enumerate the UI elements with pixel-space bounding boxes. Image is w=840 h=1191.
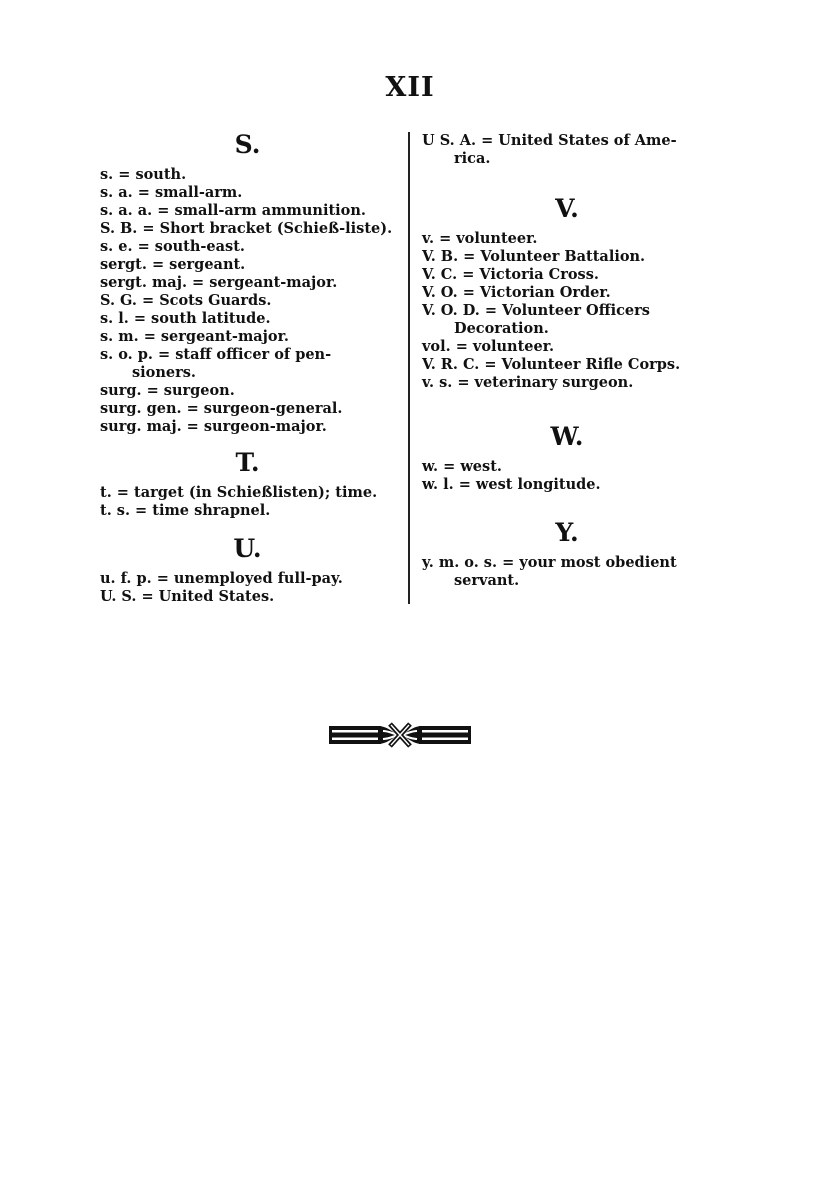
abbreviation-entry: s. m. = sergeant-major. — [100, 328, 289, 345]
decorative-knot-ornament-icon — [328, 722, 472, 748]
left-column — [100, 128, 395, 606]
abbreviation-entry: s. l. = south latitude. — [100, 310, 271, 327]
abbreviation-entry: surg. gen. = surgeon-general. — [100, 400, 343, 417]
abbreviation-entry: s. o. p. = staff officer of pen-sioners. — [100, 346, 332, 381]
abbreviation-entry: V. O. = Victorian Order. — [422, 284, 611, 301]
abbreviation-entry: surg. maj. = surgeon-major. — [100, 418, 327, 435]
abbreviation-entry: t. = target (in Schießlisten); time. — [100, 484, 378, 501]
abbreviation-entry: U S. A. = United States of Ame-rica. — [422, 132, 677, 167]
abbreviation-entry: s. a. = small-arm. — [100, 184, 243, 201]
abbreviation-entry: V. C. = Victoria Cross. — [422, 266, 599, 283]
abbreviation-entry: v. = volunteer. — [422, 230, 538, 247]
abbreviation-entry: t. s. = time shrapnel. — [100, 502, 271, 519]
abbreviation-entry: sergt. maj. = sergeant-major. — [100, 274, 338, 291]
abbreviation-entry: V. O. D. = Volunteer Officers Decoration. — [422, 302, 650, 337]
right-column — [422, 132, 712, 590]
section-heading-t: T. — [235, 448, 260, 477]
section-heading-v: V. — [555, 194, 579, 223]
abbreviation-entry: s. a. a. = small-arm ammunition. — [100, 202, 366, 219]
abbreviation-entry: v. s. = veterinary surgeon. — [422, 374, 634, 391]
abbreviation-entry: V. B. = Volunteer Battalion. — [422, 248, 646, 265]
section-heading-s: S. — [234, 130, 261, 159]
abbreviation-entry: surg. = surgeon. — [100, 382, 235, 399]
abbreviation-entry: s. e. = south-east. — [100, 238, 245, 255]
abbreviation-entry: S. G. = Scots Guards. — [100, 292, 272, 309]
abbreviation-entry: s. = south. — [100, 166, 187, 183]
section-heading-y: Y. — [555, 518, 579, 547]
abbreviation-entry: S. B. = Short bracket (Schieß-liste). — [100, 220, 393, 237]
abbreviation-entry: vol. = volunteer. — [422, 338, 555, 355]
abbreviation-entry: U. S. = United States. — [100, 588, 275, 605]
abbreviation-entry: w. = west. — [422, 458, 502, 475]
abbreviation-entry: u. f. p. = unemployed full-pay. — [100, 570, 343, 587]
page-number: XII — [385, 72, 435, 103]
abbreviation-entry: V. R. C. = Volunteer Rifle Corps. — [422, 356, 681, 373]
column-divider — [408, 132, 410, 604]
section-heading-u: U. — [233, 534, 262, 563]
section-heading-w: W. — [550, 422, 584, 451]
abbreviation-entry: sergt. = sergeant. — [100, 256, 246, 273]
abbreviation-entry: w. l. = west longitude. — [422, 476, 601, 493]
abbreviation-entry: y. m. o. s. = your most obedient servant. — [422, 554, 677, 589]
